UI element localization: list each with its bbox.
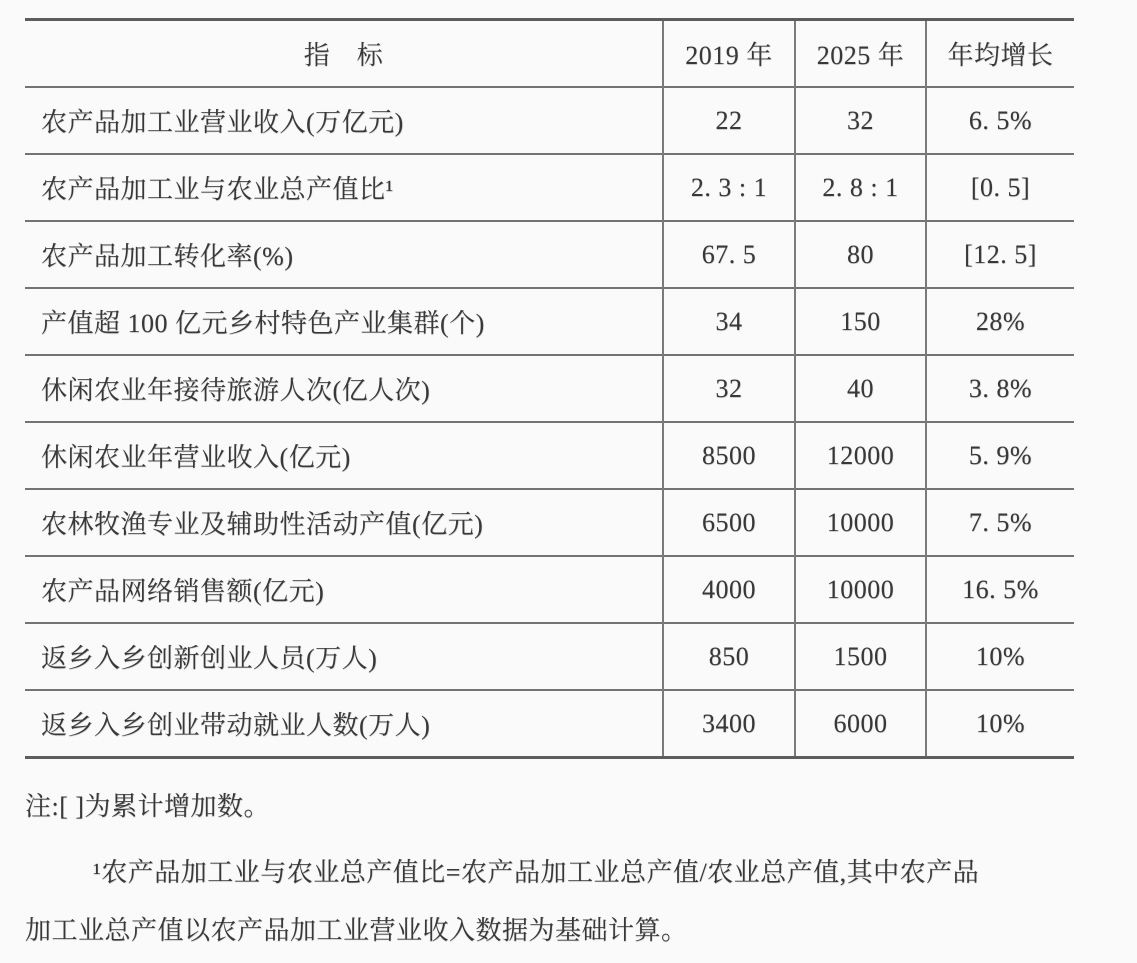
growth-cell: 10% [926,690,1074,758]
indicator-cell: 农产品加工业营业收入(万亿元) [41,108,404,137]
growth-cell: 28% [926,288,1074,355]
header-row [25,20,1074,88]
header-2019: 2019 年 [663,20,795,88]
footnote [25,844,1120,960]
indicator-cell: 农产品加工转化率(%) [41,242,294,271]
growth-cell: 3. 8% [926,355,1074,422]
indicator-cell: 休闲农业年接待旅游人次(亿人次) [41,376,431,405]
value-2019-cell: 34 [663,288,795,355]
growth-cell: 6. 5% [926,87,1074,154]
value-2019-cell: 32 [663,355,795,422]
value-2025-cell: 2. 8 : 1 [795,154,926,221]
footnote-line-1: ¹农产品加工业与农业总产值比=农产品加工业总产值/农业总产值,其中农产品 [93,858,980,887]
indicators-table-wrap [25,18,1074,759]
value-2025-cell: 80 [795,221,926,288]
value-2019-cell: 3400 [663,690,795,758]
value-2019-cell: 67. 5 [663,221,795,288]
header-indicator: 指 标 [303,41,384,70]
indicators-table [25,18,1074,759]
growth-cell: 16. 5% [926,556,1074,623]
table-row [25,221,1074,288]
value-2019-cell: 22 [663,87,795,154]
growth-cell: 7. 5% [926,489,1074,556]
table-row [25,556,1074,623]
footnote-line-2: 加工业总产值以农产品加工业营业收入数据为基础计算。 [25,916,688,945]
indicator-cell: 产值超 100 亿元乡村特色产业集群(个) [41,309,485,338]
indicator-cell: 农产品加工业与农业总产值比¹ [41,175,394,204]
value-2025-cell: 150 [795,288,926,355]
growth-cell: [12. 5] [926,221,1074,288]
indicator-cell: 返乡入乡创业带动就业人数(万人) [41,711,431,740]
value-2019-cell: 850 [663,623,795,690]
value-2025-cell: 40 [795,355,926,422]
table-row [25,87,1074,154]
table-row [25,154,1074,221]
indicator-cell: 返乡入乡创新创业人员(万人) [41,644,378,673]
header-2025: 2025 年 [795,20,926,88]
value-2025-cell: 1500 [795,623,926,690]
value-2019-cell: 6500 [663,489,795,556]
indicator-cell: 休闲农业年营业收入(亿元) [41,443,351,472]
value-2025-cell: 10000 [795,489,926,556]
value-2025-cell: 6000 [795,690,926,758]
table-row [25,623,1074,690]
growth-cell: [0. 5] [926,154,1074,221]
growth-cell: 10% [926,623,1074,690]
growth-cell: 5. 9% [926,422,1074,489]
value-2025-cell: 10000 [795,556,926,623]
value-2025-cell: 32 [795,87,926,154]
table-row [25,288,1074,355]
bracket-note: 注:[ ]为累计增加数。 [25,792,271,821]
value-2019-cell: 8500 [663,422,795,489]
indicator-cell: 农林牧渔专业及辅助性活动产值(亿元) [41,510,484,539]
table-row [25,489,1074,556]
table-row [25,355,1074,422]
value-2025-cell: 12000 [795,422,926,489]
value-2019-cell: 2. 3 : 1 [663,154,795,221]
table-row [25,422,1074,489]
value-2019-cell: 4000 [663,556,795,623]
table-row [25,690,1074,758]
header-growth: 年均增长 [926,20,1074,88]
indicator-cell: 农产品网络销售额(亿元) [41,577,325,606]
